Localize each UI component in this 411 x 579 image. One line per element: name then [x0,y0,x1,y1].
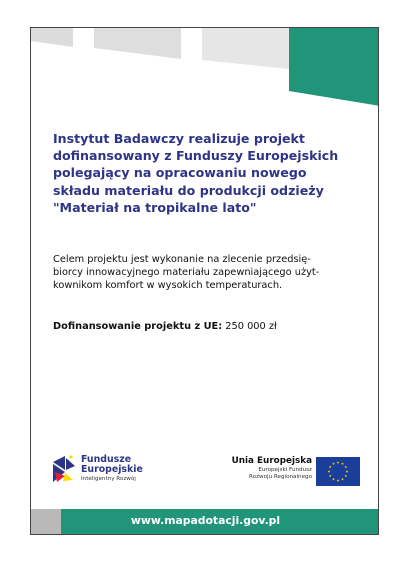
funding-label: Dofinansowanie projektu z UE: [53,321,223,332]
footer-url: www.mapadotacji.gov.pl [130,514,281,527]
description-line: biorcy innowacyjnego materiału zapewniającego użyt- [53,267,320,279]
fe-logo-line3: Inteligentny Rozwój [81,476,136,482]
project-title [53,130,371,216]
title-line: "Materiał na tropikalne lato" [53,199,257,215]
funding-amount: 250 000 zł [225,321,277,332]
title-line: dofinansowany z Funduszy Europejskich [53,148,339,164]
funding-info [53,320,371,333]
title-line: składu materiału do produkcji odzieży [53,182,324,198]
fe-logo-line1: Fundusze [81,454,132,465]
decorative-header-shapes [31,28,379,106]
eu-logo-line1: Unia Europejska [231,456,312,466]
description-line: Celem projektu jest wykonanie na zlecenie przedsię- [53,254,311,265]
eu-flag-icon [316,457,360,486]
eu-logo-line2: Europejski Fundusz [258,467,312,473]
project-description [53,253,371,293]
eu-logo-line3: Rozwoju Regionalnego [249,474,312,480]
description-line: kownikom komfort w wysokich temperaturach. [53,280,283,292]
title-line: polegający na opracowaniu nowego [53,165,307,181]
poster [30,27,379,535]
eu-logo [210,454,360,488]
title-line: Instytut Badawczy realizuje projekt [53,131,305,146]
footer-bar [31,509,379,534]
fundusze-europejskie-logo-icon [51,454,77,484]
fe-logo-line2: Europejskie [81,464,143,475]
fundusze-europejskie-logo [51,452,181,488]
